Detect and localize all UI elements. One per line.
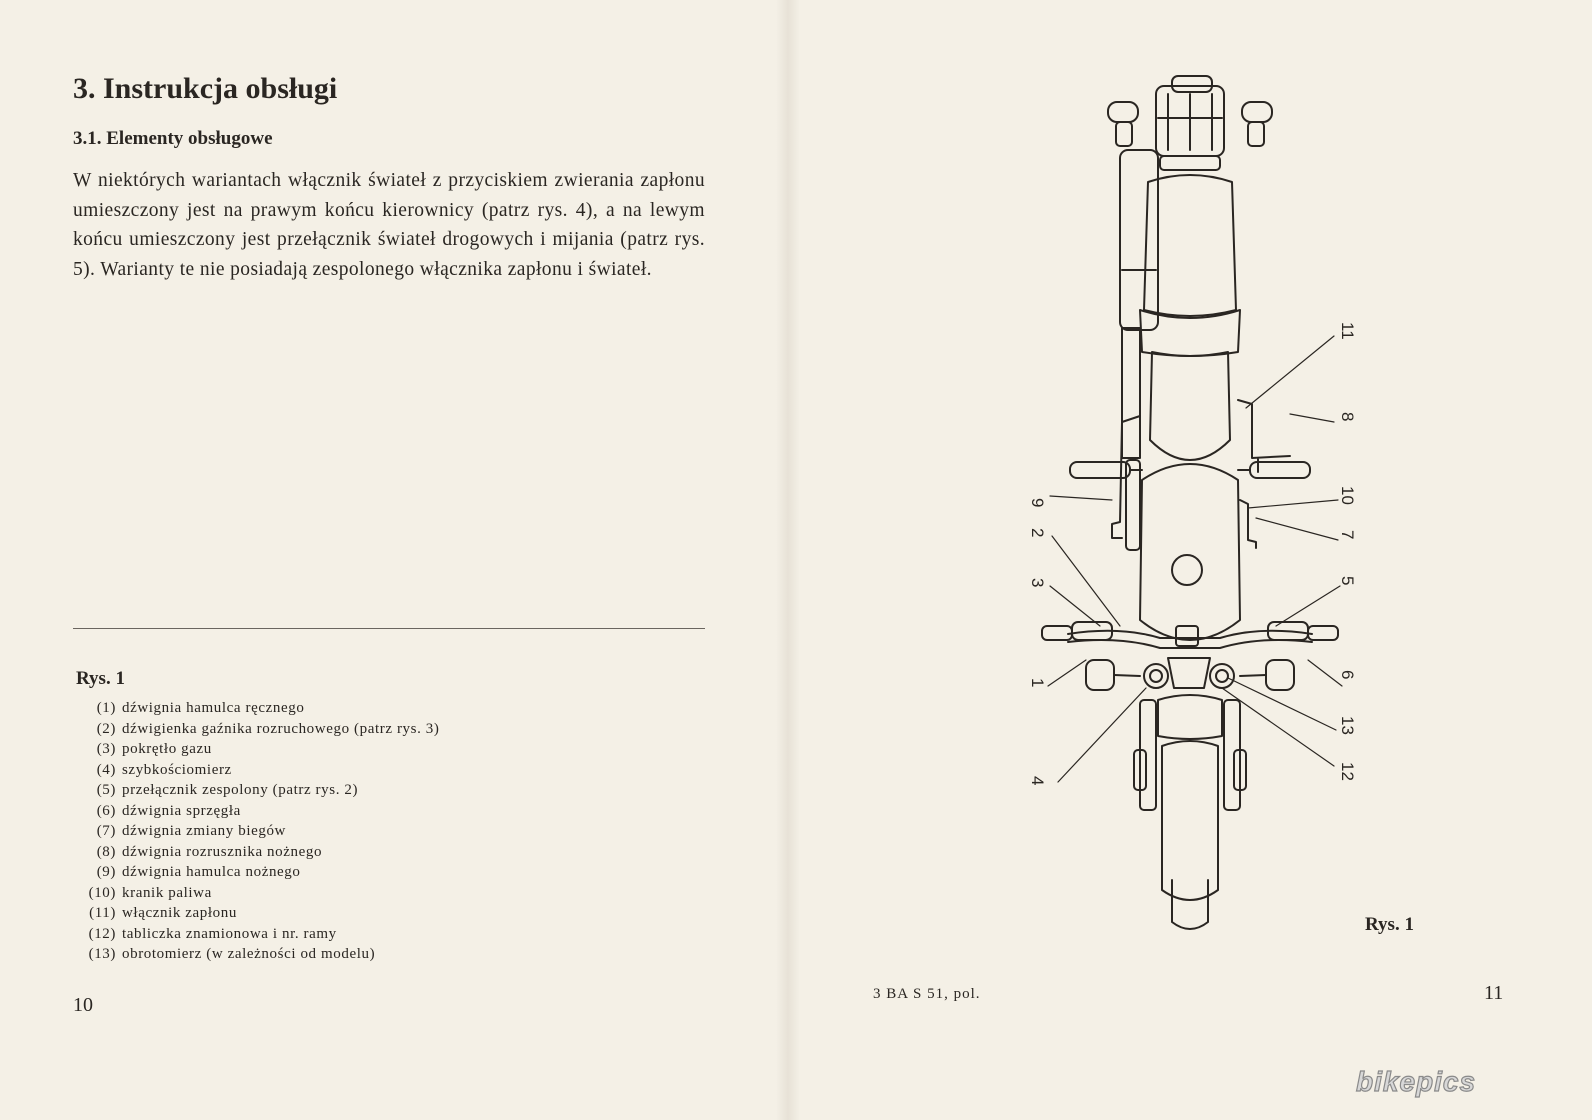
legend-text: szybkościomierz	[122, 761, 232, 778]
legend-number: (2)	[96, 720, 116, 737]
legend-number: (11)	[89, 905, 116, 921]
callout-10: 10	[1338, 486, 1357, 505]
watermark-logo: bikepics	[1356, 1066, 1477, 1097]
legend-text: dźwignia hamulca ręcznego	[122, 700, 305, 716]
legend-number: (6)	[96, 802, 116, 819]
front-forks	[1134, 700, 1246, 810]
legend-text: przełącznik zespolony (patrz rys. 2)	[122, 782, 359, 798]
left-page	[0, 0, 790, 1120]
callout-9: 9	[1028, 498, 1047, 508]
callout-6: 6	[1338, 670, 1357, 680]
legend-text: dźwignia rozrusznika nożnego	[122, 843, 323, 860]
callout-11: 11	[1338, 322, 1357, 340]
legend-text: dźwignia hamulca nożnego	[122, 864, 301, 880]
callout-8: 8	[1338, 412, 1357, 422]
footer-code: 3 BA S 51, pol.	[873, 986, 981, 1002]
legend-item	[74, 842, 439, 863]
legend-item	[74, 883, 439, 904]
tank-rear	[1150, 352, 1230, 460]
front-mudguard	[1162, 741, 1218, 900]
legend-item	[74, 862, 439, 883]
legend-text: włącznik zapłonu	[122, 905, 237, 921]
callout-lines	[1048, 336, 1342, 782]
motorcycle-diagram	[990, 60, 1410, 960]
divider	[73, 628, 705, 629]
exhaust-silencer	[1120, 150, 1158, 550]
legend-number: (5)	[96, 782, 116, 798]
legend-item	[74, 821, 439, 842]
page-number-right: 11	[1484, 982, 1504, 1004]
legend-text: obrotomierz (w zależności od modelu)	[122, 946, 376, 962]
figure-caption: Rys. 1	[1365, 914, 1414, 935]
legend-number: (7)	[96, 823, 116, 839]
legend-item	[74, 698, 439, 719]
legend-number: (3)	[96, 741, 116, 757]
headlamp	[1158, 695, 1222, 739]
legend-number: (1)	[96, 700, 116, 716]
body-paragraph: W niektórych wariantach włącznik świateł z przyciskiem zwierania zapłonu umieszczony jest na prawym końcu kierownicy (patrz rys. 4), a na lewym końcu umieszczony jest przełącznik świateł drogowych i mijania (patrz rys. 5). Warianty te nie posiadają zespolonego włącznika zapłonu i świateł.	[73, 170, 705, 280]
legend-text: dźwigienka gaźnika rozruchowego (patrz rys. 3)	[122, 720, 440, 737]
legend-item	[74, 903, 439, 924]
legend-item	[74, 944, 439, 965]
page-number-left: 10	[73, 994, 93, 1016]
legend-number: (10)	[88, 884, 116, 901]
legend-title: Rys. 1	[76, 668, 125, 689]
legend-text: dźwignia sprzęgła	[122, 802, 241, 819]
legend-text: tabliczka znamionowa i nr. ramy	[122, 925, 337, 942]
callout-5: 5	[1338, 576, 1357, 586]
legend-text: kranik paliwa	[122, 884, 212, 901]
legend-item	[74, 924, 439, 945]
callout-13: 13	[1338, 716, 1357, 735]
legend-item	[74, 739, 439, 760]
callout-2: 2	[1028, 528, 1047, 538]
callout-4: 4	[1028, 776, 1047, 786]
section-title: 3. Instrukcja obsługi	[73, 72, 338, 105]
legend-item	[74, 719, 439, 740]
legend-list	[74, 698, 439, 965]
legend-text: dźwignia zmiany biegów	[122, 823, 286, 839]
legend-number: (13)	[88, 946, 116, 962]
legend-item	[74, 801, 439, 822]
legend-number: (8)	[96, 843, 116, 860]
fuel-cap	[1172, 555, 1202, 585]
callout-1: 1	[1028, 678, 1047, 688]
legend-number: (12)	[88, 925, 116, 942]
callout-3: 3	[1028, 578, 1047, 588]
ignition-switch-body	[1176, 626, 1198, 646]
fuel-tank	[1140, 464, 1240, 640]
instruments	[1144, 658, 1234, 688]
legend-number: (9)	[96, 864, 116, 880]
rear-rack	[1156, 76, 1224, 170]
callout-12: 12	[1338, 762, 1357, 781]
legend-item	[74, 780, 439, 801]
subsection-title: 3.1. Elementy obsługowe	[73, 128, 273, 149]
legend-text: pokrętło gazu	[122, 741, 212, 757]
front-wheel	[1172, 880, 1208, 929]
legend-number: (4)	[96, 761, 116, 778]
front-turn-signals	[1086, 660, 1294, 690]
callout-7: 7	[1338, 530, 1357, 540]
legend-item	[74, 760, 439, 781]
